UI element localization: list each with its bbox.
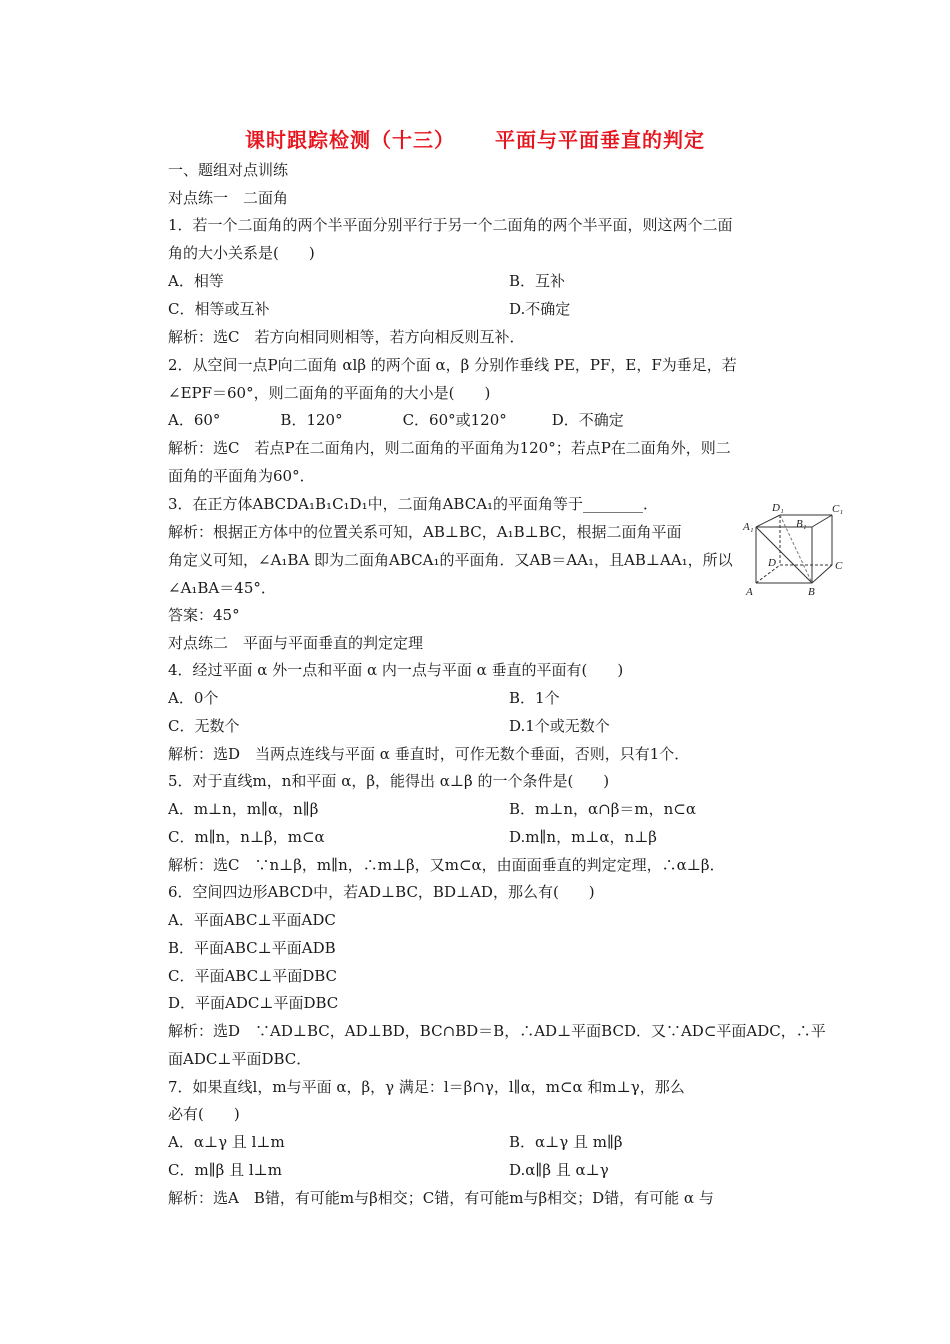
answer-explanation-cont: ∠A₁BA＝45°． bbox=[168, 579, 276, 597]
option: A．α⊥γ 且 l⊥m bbox=[168, 1133, 285, 1151]
option: C．相等或互补 bbox=[168, 300, 270, 318]
question-1: 1．若一个二面角的两个半平面分别平行于另一个二面角的两个半平面，则这两个二面 bbox=[168, 216, 733, 234]
answer-explanation: 解析：选C 若点P在二面角内，则二面角的平面角为120°；若点P在二面角外，则二 bbox=[168, 439, 731, 457]
option: B．1个 bbox=[509, 689, 560, 707]
question-2: 2．从空间一点P向二面角 αlβ 的两个面 α，β 分别作垂线 PE，PF，E，F为垂足，若 bbox=[168, 356, 737, 374]
subsection-heading: 对点练一 二面角 bbox=[168, 189, 289, 207]
subsection-heading: 对点练二 平面与平面垂直的判定定理 bbox=[168, 634, 424, 652]
title-sub: 平面与平面垂直的判定 bbox=[495, 128, 705, 152]
vertex-label: A₁ bbox=[743, 521, 754, 533]
question-1-cont: 角的大小关系是( ) bbox=[168, 244, 315, 262]
option: A．平面ABC⊥平面ADC bbox=[168, 911, 336, 929]
vertex-label: D bbox=[768, 557, 776, 569]
question-5: 5．对于直线m，n和平面 α，β，能得出 α⊥β 的一个条件是( ) bbox=[168, 772, 610, 790]
option: C．平面ABC⊥平面DBC bbox=[168, 967, 337, 985]
question-4: 4．经过平面 α 外一点和平面 α 内一点与平面 α 垂直的平面有( ) bbox=[168, 661, 624, 679]
option: C．m∥β 且 l⊥m bbox=[168, 1161, 282, 1179]
option: D.1个或无数个 bbox=[509, 717, 610, 735]
answer-explanation-cont: 角定义可知，∠A₁BA 即为二面角ABCA₁的平面角．又AB＝AA₁，且AB⊥AA₁，所以 bbox=[168, 551, 733, 569]
option: A．m⊥n，m∥α，n∥β bbox=[168, 800, 319, 818]
page-title bbox=[0, 124, 950, 153]
option: D．平面ADC⊥平面DBC bbox=[168, 994, 339, 1012]
option: D.不确定 bbox=[509, 300, 571, 318]
answer-explanation: 解析：选C 若方向相同则相等，若方向相反则互补． bbox=[168, 328, 525, 346]
question-2-cont: ∠EPF＝60°，则二面角的平面角的大小是( ) bbox=[168, 384, 491, 402]
vertex-label: C bbox=[835, 560, 843, 572]
options-row: A．60° B．120° C．60°或120° D．不确定 bbox=[168, 411, 624, 429]
vertex-label: A bbox=[746, 586, 753, 598]
option: B．平面ABC⊥平面ADB bbox=[168, 939, 336, 957]
vertex-label: B₁ bbox=[796, 518, 807, 530]
question-6: 6．空间四边形ABCD中，若AD⊥BC，BD⊥AD，那么有( ) bbox=[168, 883, 595, 901]
option: A．相等 bbox=[168, 272, 224, 290]
option: B．m⊥n，α∩β＝m，n⊂α bbox=[509, 800, 696, 818]
vertex-label: D₁ bbox=[772, 502, 784, 514]
answer-explanation-cont: 面ADC⊥平面DBC． bbox=[168, 1050, 312, 1068]
cube-figure bbox=[742, 497, 848, 599]
option: B．互补 bbox=[509, 272, 566, 290]
answer-explanation: 解析：选D 当两点连线与平面 α 垂直时，可作无数个垂面，否则，只有1个． bbox=[168, 745, 690, 763]
answer-explanation-cont: 面角的平面角为60°． bbox=[168, 467, 315, 485]
option: D.α∥β 且 α⊥γ bbox=[509, 1161, 609, 1179]
answer: 答案：45° bbox=[168, 606, 240, 624]
answer-explanation: 解析：选A B错，有可能m与β相交；C错，有可能m与β相交；D错，有可能 α 与 bbox=[168, 1189, 714, 1207]
option: B．α⊥γ 且 m∥β bbox=[509, 1133, 623, 1151]
question-7: 7．如果直线l，m与平面 α，β，γ 满足：l＝β∩γ，l∥α，m⊂α 和m⊥γ，那么 bbox=[168, 1078, 685, 1096]
option: D.m∥n，m⊥α，n⊥β bbox=[509, 828, 657, 846]
answer-explanation: 解析：选D ∵AD⊥BC，AD⊥BD，BC∩BD＝B，∴AD⊥平面BCD．又∵AD⊂平面ADC，∴平 bbox=[168, 1022, 826, 1040]
option: C．m∥n，n⊥β，m⊂α bbox=[168, 828, 325, 846]
vertex-label: B bbox=[808, 586, 815, 598]
vertex-label: C₁ bbox=[832, 503, 844, 515]
question-3: 3．在正方体ABCDA₁B₁C₁D₁中，二面角ABCA₁的平面角等于________． bbox=[168, 495, 659, 513]
section-heading: 一、题组对点训练 bbox=[168, 161, 289, 179]
answer-explanation: 解析：选C ∵n⊥β，m∥n，∴m⊥β，又m⊂α，由面面垂直的判定定理，∴α⊥β． bbox=[168, 856, 725, 874]
answer-explanation: 解析：根据正方体中的位置关系可知，AB⊥BC，A₁B⊥BC，根据二面角平面 bbox=[168, 523, 682, 541]
title-main: 课时跟踪检测（十三） bbox=[245, 128, 455, 152]
question-7-cont: 必有( ) bbox=[168, 1105, 240, 1123]
option: C．无数个 bbox=[168, 717, 240, 735]
option: A．0个 bbox=[168, 689, 219, 707]
